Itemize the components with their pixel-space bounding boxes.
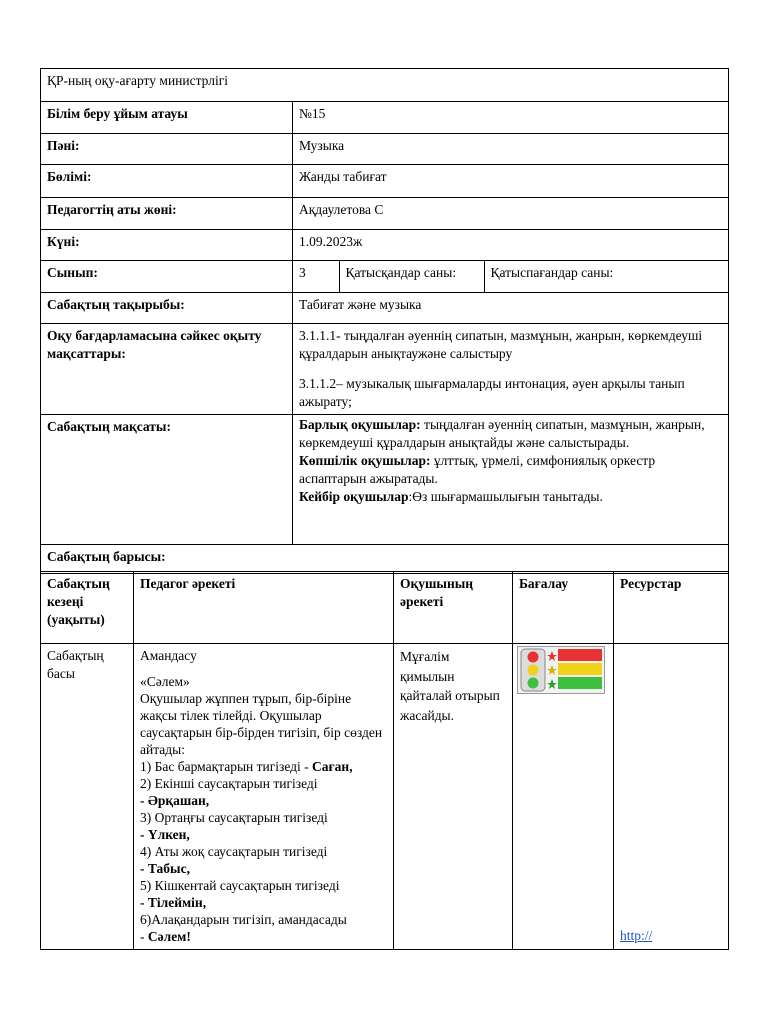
aims-value: Барлық оқушылар: тыңдалған әуеннің сипатын, мазмұнын, жанрын, көркемдеуші құралдарын анықтайды және салыстырады. Көпшілік оқушылар: ұлттық, үрмелі, симфониялық оркестр аспаптарын ажыратады. Кейбір оқушылар:Өз шығармашылығын танытады. [293,415,729,545]
subject-label: Пәні: [41,134,293,165]
topic-value: Табиғат және музыка [293,293,729,324]
date-value: 1.09.2023ж [293,230,729,261]
objectives-label: Оқу бағдарламасына сәйкес оқыту мақсаттары: [41,324,293,415]
resource-link[interactable]: http:// [620,928,653,943]
lesson-progress-table [40,571,729,950]
header-resources: Ресурстар [614,572,729,644]
objective-2: 3.1.1.2– музыкалық шығармаларды интонация, әуен арқылы танып ажырату; [299,376,685,409]
section-label: Бөлімі: [41,165,293,198]
org-label: Білім беру ұйым атауы [41,102,293,134]
date-label: Күні: [41,230,293,261]
traffic-light-image [517,646,605,694]
assessment-cell [513,644,614,950]
section-value: Жанды табиғат [293,165,729,198]
ministry-cell: ҚР-ның оқу-ағарту министрлігі [41,69,729,102]
topic-label: Сабақтың тақырыбы: [41,293,293,324]
header-student: Оқушының әрекеті [394,572,513,644]
org-value: №15 [293,102,729,134]
stage-start: Сабақтың басы [41,644,134,950]
teacher-label: Педагогтің аты жөні: [41,198,293,230]
student-activity: Мұғалім қимылын қайталай отырып жасайды. [394,644,513,950]
aims-label: Сабақтың мақсаты: [41,415,293,545]
header-teacher: Педагог әрекеті [134,572,394,644]
present-count: Қатысқандар саны: [339,261,484,292]
class-cell [293,261,729,293]
progress-label: Сабақтың барысы: [41,545,729,574]
class-label: Сынып: [41,261,293,293]
class-value: 3 [293,261,339,292]
absent-count: Қатыспағандар саны: [490,265,614,280]
subject-value: Музыка [293,134,729,165]
header-assessment: Бағалау [513,572,614,644]
lesson-info-table [40,68,729,574]
resources-cell [614,644,729,950]
objectives-value [293,324,729,415]
objective-1: 3.1.1.1- тыңдалған әуеннің сипатын, мазмұнын, жанрын, көркемдеуші құралдарын анықтаужәне салыстыру [299,328,703,361]
teacher-value: Ақдаулетова С [293,198,729,230]
teacher-activity: Амандасу «Сәлем» Оқушылар жұппен тұрып, бір-біріне жақсы тілек тілейді. Оқушылар саусақтарын бір-бірден тигізіп, бір сөзден айтады: 1) Бас бармақтарын тигізеді - Саған, 2) Екінші саусақтарын тигізеді - Әрқашан, 3) Ортаңғы саусақтарын тигізеді - Үлкен, 4) Аты жоқ саусақтарын тигізеді - Табыс, 5) Кішкентай саусақтарын тигізеді - Тілеймін, 6)Алақандарын тигізіп, амандасады - Сәлем! [134,644,394,950]
header-stage: Сабақтың кезеңі (уақыты) [41,572,134,644]
